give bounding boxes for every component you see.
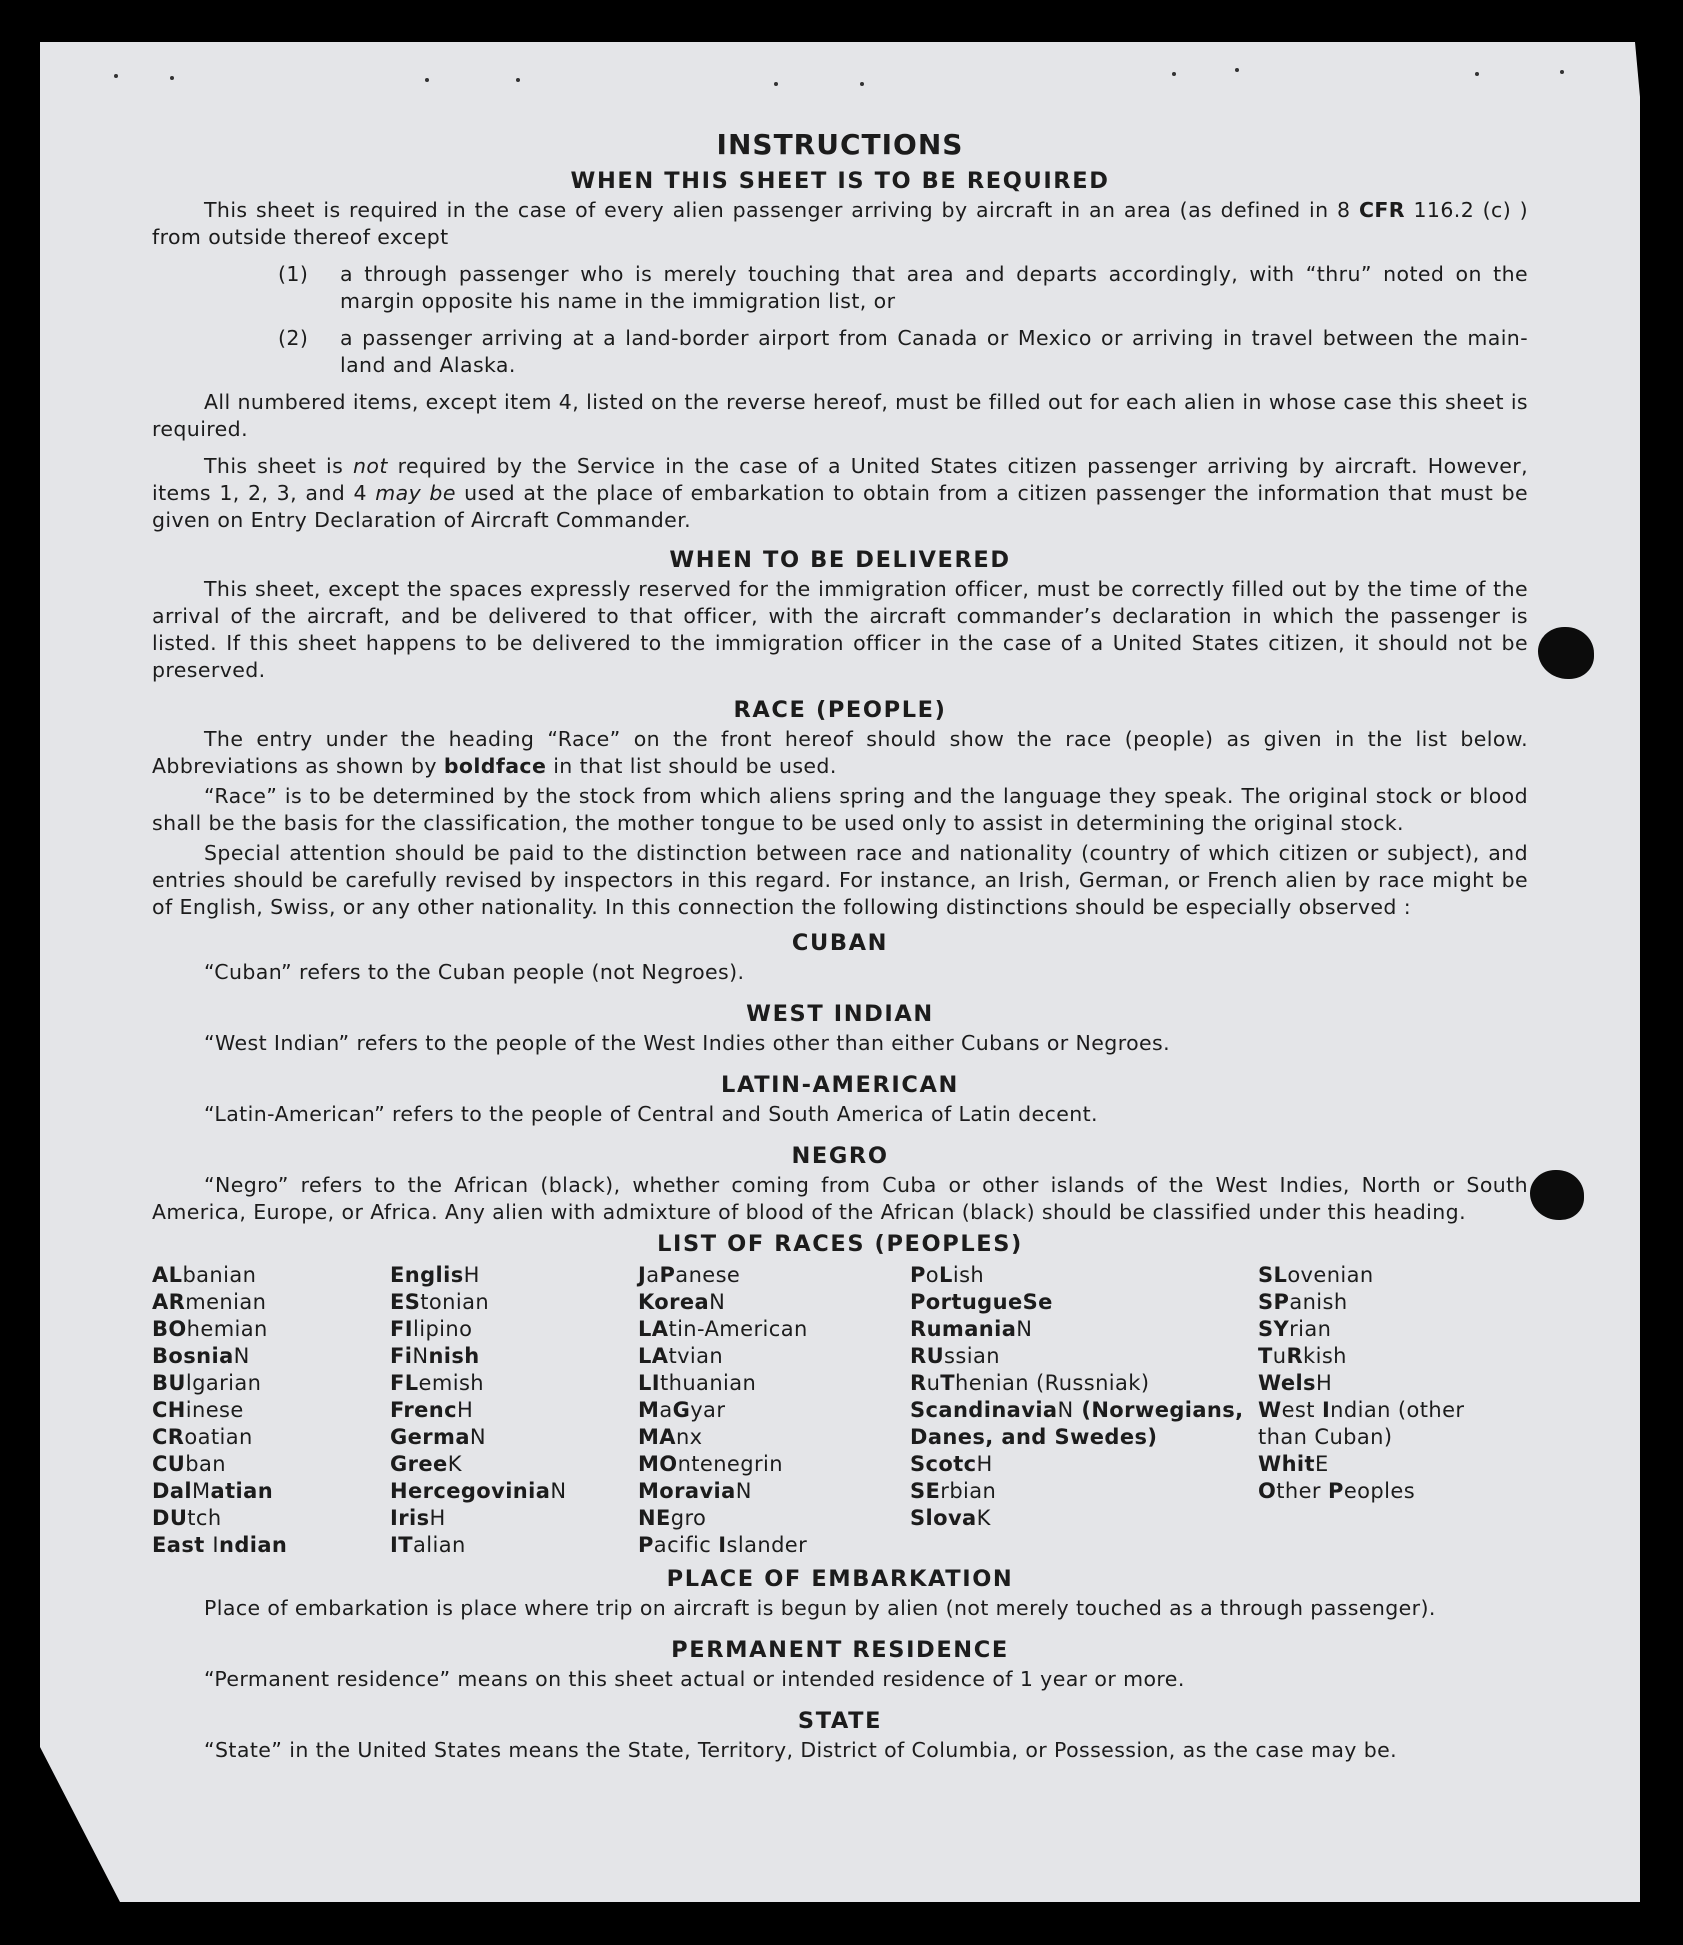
race-name-rest: henian (Russniak) — [955, 1371, 1150, 1395]
speck — [1475, 72, 1479, 76]
race-abbreviation: Germa — [390, 1425, 470, 1449]
race-abbreviation: ndian — [218, 1533, 288, 1557]
race-abbreviation: J — [638, 1263, 647, 1287]
section-heading-cuban: CUBAN — [791, 930, 889, 956]
race-name-rest: ban — [185, 1452, 226, 1476]
race-abbreviation: Whit — [1258, 1452, 1315, 1476]
race-abbreviation: Dal — [152, 1479, 193, 1503]
paragraph-citizen: This sheet is not required by the Service in the case of a United States citizen passenger arriving by aircraft. However, items 1, 2, 3, and 4 may be used at the place of embarkation to obtain from a citizen passenger the information that must be given on Entry Declaration of Aircraft Commander. — [152, 454, 1528, 532]
race-name-rest: oatian — [184, 1425, 253, 1449]
race-abbreviation: R — [910, 1371, 927, 1395]
race-name-rest: N — [1057, 1398, 1074, 1422]
race-entry — [390, 1478, 638, 1505]
race-name-rest: o — [925, 1263, 940, 1287]
race-name-rest: E — [1314, 1452, 1329, 1476]
paragraph-numbered-items: All numbered items, except item 4, listed on the reverse hereof, must be filled out for each alien in whose case this sheet is required. — [152, 390, 1528, 441]
race-abbreviation: T — [1258, 1344, 1273, 1368]
races-column — [638, 1262, 910, 1559]
race-abbreviation: MO — [638, 1452, 678, 1476]
race-name-rest: H — [457, 1398, 474, 1422]
paragraph-state: “State” in the United States means the State, Territory, District of Columbia, or Possession, as the case may be. — [204, 1738, 1398, 1762]
race-abbreviation: nish — [428, 1344, 480, 1368]
race-entry — [390, 1289, 638, 1316]
paragraph-delivered: This sheet, except the spaces expressly reserved for the immigration officer, must be correctly filled out by the time of the arrival of the aircraft, and be delivered to that officer, with the aircraft commander’s declaration in which the passenger is listed. If this sheet happens to be delivered to the immigration officer in the case of a United States citizen, it should not be preserved. — [152, 577, 1528, 682]
race-entry — [152, 1532, 390, 1559]
race-name-rest: ntenegrin — [677, 1452, 783, 1476]
section-heading-list-of-races: LIST OF RACES (PEOPLES) — [657, 1231, 1023, 1257]
speck — [774, 82, 778, 86]
race-name-rest: rian — [1289, 1317, 1332, 1341]
race-name-rest: N — [469, 1425, 486, 1449]
section-heading-embarkation: PLACE OF EMBARKATION — [666, 1566, 1014, 1592]
race-name-rest: N — [709, 1290, 726, 1314]
item-number: (2) — [278, 326, 309, 350]
race-abbreviation: O — [1258, 1479, 1277, 1503]
section-heading-race: RACE (PEOPLE) — [733, 697, 947, 723]
race-entry — [638, 1505, 910, 1532]
race-abbreviation: IT — [390, 1533, 413, 1557]
race-entry — [638, 1370, 910, 1397]
race-abbreviation: Frenc — [390, 1398, 457, 1422]
race-entry — [910, 1370, 1258, 1397]
race-entry — [390, 1262, 638, 1289]
race-name-rest: nx — [675, 1425, 703, 1449]
speck — [860, 82, 864, 86]
race-abbreviation: Fi — [390, 1344, 413, 1368]
item-text: a passenger arriving at a land-border airport from Canada or Mexico or arriving in travel between the main-land and Alaska. — [340, 326, 1528, 377]
race-abbreviation: CU — [152, 1452, 186, 1476]
race-name-rest: thuanian — [660, 1371, 757, 1395]
race-entry — [152, 1424, 390, 1451]
race-name-rest: est — [1281, 1398, 1322, 1422]
speck — [425, 78, 429, 82]
section-heading-latin-american: LATIN-AMERICAN — [721, 1072, 959, 1098]
section-heading-delivered: WHEN TO BE DELIVERED — [669, 547, 1011, 573]
ink-blot — [1538, 627, 1594, 679]
race-abbreviation: Bosnia — [152, 1344, 234, 1368]
speck — [114, 74, 118, 78]
race-abbreviation: P — [638, 1533, 654, 1557]
race-name-rest: alian — [412, 1533, 466, 1557]
section-heading-residence: PERMANENT RESIDENCE — [671, 1637, 1009, 1663]
race-abbreviation: FI — [390, 1317, 413, 1341]
paragraph-cuban: “Cuban” refers to the Cuban people (not Negroes). — [204, 960, 745, 984]
exception-item-2 — [152, 325, 1528, 379]
speck — [1560, 70, 1564, 74]
race-name-rest: yar — [690, 1398, 726, 1422]
race-abbreviation: Scotc — [910, 1452, 977, 1476]
race-entry — [390, 1397, 638, 1424]
paragraph-race-nationality: Special attention should be paid to the distinction between race and nationality (country of which citizen or subject), and entries should be carefully revised by inspectors in this regard. For instance, an Irish, German, or French alien by race might be of English, Swiss, or any other nationality. In this connection the following distinctions should be especially observed : — [152, 841, 1528, 919]
exception-item-1 — [152, 261, 1528, 315]
race-name-rest: N — [233, 1344, 250, 1368]
race-abbreviation: W — [1258, 1398, 1282, 1422]
race-name-rest: a — [646, 1263, 660, 1287]
race-entry — [390, 1424, 638, 1451]
race-name-rest: lipino — [412, 1317, 473, 1341]
speck — [170, 76, 174, 80]
race-abbreviation: Englis — [390, 1263, 464, 1287]
race-name-rest: hemian — [186, 1317, 268, 1341]
race-name-rest: slander — [726, 1533, 808, 1557]
paragraph-required: This sheet is required in the case of every alien passenger arriving by aircraft in an area (as defined in 8 CFR 116.2 (c) ) from outside thereof except — [152, 198, 1528, 249]
race-entry — [1258, 1343, 1528, 1370]
race-entry — [638, 1316, 910, 1343]
race-name-rest: ssian — [944, 1344, 1000, 1368]
race-abbreviation: Iris — [390, 1506, 430, 1530]
race-entry — [1258, 1370, 1528, 1397]
race-entry — [910, 1451, 1258, 1478]
race-name-rest: I — [212, 1533, 219, 1557]
race-abbreviation: ES — [390, 1290, 421, 1314]
section-heading-negro: NEGRO — [791, 1143, 889, 1169]
race-entry — [1258, 1289, 1528, 1316]
race-entry — [910, 1289, 1258, 1316]
race-name-rest: tonian — [420, 1290, 490, 1314]
race-entry — [1258, 1397, 1508, 1451]
race-abbreviation: L — [939, 1263, 953, 1287]
race-abbreviation: LA — [638, 1317, 669, 1341]
race-entry — [638, 1532, 910, 1559]
race-entry — [910, 1505, 1258, 1532]
race-name-rest: banian — [182, 1263, 257, 1287]
race-abbreviation: Moravia — [638, 1479, 736, 1503]
race-abbreviation: MA — [638, 1425, 676, 1449]
race-name-rest: lgarian — [185, 1371, 262, 1395]
race-name-rest: tvian — [668, 1344, 724, 1368]
race-entry — [152, 1397, 390, 1424]
race-entry — [910, 1262, 1258, 1289]
race-entry — [152, 1343, 390, 1370]
race-entry — [638, 1451, 910, 1478]
race-entry — [152, 1262, 390, 1289]
paragraph-west-indian: “West Indian” refers to the people of the West Indies other than either Cubans or Negroes. — [204, 1031, 1171, 1055]
race-entry — [390, 1343, 638, 1370]
race-entry — [638, 1262, 910, 1289]
section-heading-required: WHEN THIS SHEET IS TO BE REQUIRED — [570, 168, 1110, 194]
race-abbreviation: Scandinavia — [910, 1398, 1058, 1422]
page-title: INSTRUCTIONS — [716, 128, 964, 161]
paragraph-race-entry: The entry under the heading “Race” on the front hereof should show the race (people) as given in the list below. Abbreviations as shown by boldface in that list should be used. — [152, 727, 1528, 778]
race-name-rest: eoples — [1343, 1479, 1416, 1503]
item-number: (1) — [278, 262, 309, 286]
race-entry — [152, 1370, 390, 1397]
speck — [516, 78, 520, 82]
race-name-rest: ther — [1276, 1479, 1329, 1503]
race-name-rest: a — [659, 1398, 673, 1422]
race-name-rest: acific — [653, 1533, 719, 1557]
race-abbreviation: AR — [152, 1290, 186, 1314]
section-heading-state: STATE — [797, 1708, 883, 1734]
paragraph-latin-american: “Latin-American” refers to the people of Central and South America of Latin decent. — [204, 1102, 1098, 1126]
race-entry — [910, 1343, 1258, 1370]
instructions-content — [152, 125, 1528, 1774]
race-name-rest: rbian — [940, 1479, 997, 1503]
race-abbreviation: Wels — [1258, 1371, 1316, 1395]
race-abbreviation: BU — [152, 1371, 186, 1395]
race-abbreviation: M — [638, 1398, 660, 1422]
race-name-rest: K — [447, 1452, 462, 1476]
race-abbreviation: Hercegovinia — [390, 1479, 551, 1503]
race-abbreviation: LI — [638, 1371, 660, 1395]
race-name-rest: N — [735, 1479, 752, 1503]
race-entry — [390, 1532, 638, 1559]
paragraph-embarkation: Place of embarkation is place where trip on aircraft is begun by alien (not merely touched as a through passenger). — [204, 1596, 1436, 1620]
race-abbreviation: P — [1328, 1479, 1344, 1503]
race-name-rest: tch — [187, 1506, 222, 1530]
race-entry — [152, 1316, 390, 1343]
race-abbreviation: G — [672, 1398, 691, 1422]
race-abbreviation: SP — [1258, 1290, 1290, 1314]
race-abbreviation: P — [659, 1263, 676, 1287]
race-name-rest: H — [976, 1452, 993, 1476]
race-name-rest: H — [463, 1263, 480, 1287]
race-abbreviation: I — [718, 1533, 727, 1557]
race-abbreviation: Slova — [910, 1506, 977, 1530]
ink-blot — [1530, 1170, 1584, 1220]
section-heading-west-indian: WEST INDIAN — [746, 1001, 934, 1027]
race-name-rest: ovenian — [1287, 1263, 1374, 1287]
races-column — [1258, 1262, 1528, 1559]
race-abbreviation: Rumania — [910, 1317, 1017, 1341]
race-abbreviation: LA — [638, 1344, 669, 1368]
race-abbreviation: atian — [210, 1479, 274, 1503]
race-entry — [390, 1370, 638, 1397]
race-abbreviation: RU — [910, 1344, 945, 1368]
race-entry — [910, 1397, 1248, 1451]
race-name-rest: u — [1272, 1344, 1287, 1368]
race-name-rest: anish — [1289, 1290, 1348, 1314]
race-name-rest: M — [192, 1479, 211, 1503]
race-name-rest: ish — [952, 1263, 985, 1287]
races-column — [152, 1262, 390, 1559]
race-name-rest: inese — [185, 1398, 244, 1422]
race-name-rest: ndian (other than Cuban) — [1258, 1398, 1465, 1449]
race-abbreviation: PortugueSe — [910, 1290, 1053, 1314]
race-name-rest: emish — [418, 1371, 484, 1395]
race-abbreviation: SY — [1258, 1317, 1290, 1341]
race-entry — [390, 1451, 638, 1478]
race-name-rest: gro — [670, 1506, 707, 1530]
races-column — [910, 1262, 1258, 1559]
speck — [1235, 68, 1239, 72]
race-entry — [152, 1505, 390, 1532]
race-name-rest: anese — [675, 1263, 741, 1287]
race-name-rest: kish — [1303, 1344, 1347, 1368]
race-abbreviation: (Norwegians, Danes, and Swedes) — [910, 1398, 1244, 1449]
race-abbreviation: Gree — [390, 1452, 448, 1476]
race-entry — [390, 1505, 638, 1532]
race-name-rest: K — [976, 1506, 991, 1530]
race-abbreviation: P — [910, 1263, 926, 1287]
race-abbreviation: CH — [152, 1398, 186, 1422]
race-abbreviation: BO — [152, 1317, 187, 1341]
race-name-rest: N — [1016, 1317, 1033, 1341]
race-entry — [1258, 1478, 1528, 1505]
race-name-rest: u — [926, 1371, 941, 1395]
race-entry — [910, 1316, 1258, 1343]
race-entry — [152, 1478, 390, 1505]
race-entry — [910, 1478, 1258, 1505]
race-entry — [638, 1424, 910, 1451]
paragraph-negro: “Negro” refers to the African (black), whether coming from Cuba or other islands of the West Indies, North or South America, Europe, or Africa. Any alien with admixture of blood of the African (black) should be classified under this heading. — [152, 1173, 1528, 1224]
race-abbreviation: I — [1321, 1398, 1331, 1422]
race-name-rest: H — [1315, 1371, 1333, 1395]
race-abbreviation: SL — [1258, 1263, 1288, 1287]
race-entry — [638, 1343, 910, 1370]
item-text: a through passenger who is merely touching that area and departs accordingly, with “thru” noted on the margin opposite his name in the immigration list, or — [340, 262, 1528, 313]
race-entry — [638, 1397, 910, 1424]
races-list — [152, 1262, 1528, 1559]
race-abbreviation: East — [152, 1533, 213, 1557]
races-column — [390, 1262, 638, 1559]
race-entry — [152, 1289, 390, 1316]
race-abbreviation: AL — [152, 1263, 183, 1287]
race-abbreviation: T — [940, 1371, 956, 1395]
race-entry — [1258, 1262, 1528, 1289]
race-entry — [1258, 1451, 1528, 1478]
race-entry — [638, 1478, 910, 1505]
race-abbreviation: SE — [910, 1479, 941, 1503]
race-entry — [638, 1289, 910, 1316]
race-entry — [390, 1316, 638, 1343]
paragraph-residence: “Permanent residence” means on this sheet actual or intended residence of 1 year or more. — [204, 1667, 1185, 1691]
race-abbreviation: NE — [638, 1506, 671, 1530]
race-name-rest: N — [550, 1479, 567, 1503]
paragraph-race-definition: “Race” is to be determined by the stock from which aliens spring and the language they speak. The original stock or blood shall be the basis for the classification, the mother tongue to be used only to assist in determining the original stock. — [152, 784, 1528, 835]
race-name-rest: menian — [185, 1290, 267, 1314]
race-abbreviation: FL — [390, 1371, 419, 1395]
race-abbreviation: R — [1286, 1344, 1304, 1368]
speck — [1172, 72, 1176, 76]
race-abbreviation: DU — [152, 1506, 188, 1530]
race-abbreviation: CR — [152, 1425, 185, 1449]
race-entry — [1258, 1316, 1528, 1343]
race-name-rest: N — [412, 1344, 429, 1368]
race-abbreviation: Korea — [638, 1290, 710, 1314]
race-entry — [152, 1451, 390, 1478]
race-name-rest: tin-American — [668, 1317, 808, 1341]
race-name-rest: H — [429, 1506, 446, 1530]
